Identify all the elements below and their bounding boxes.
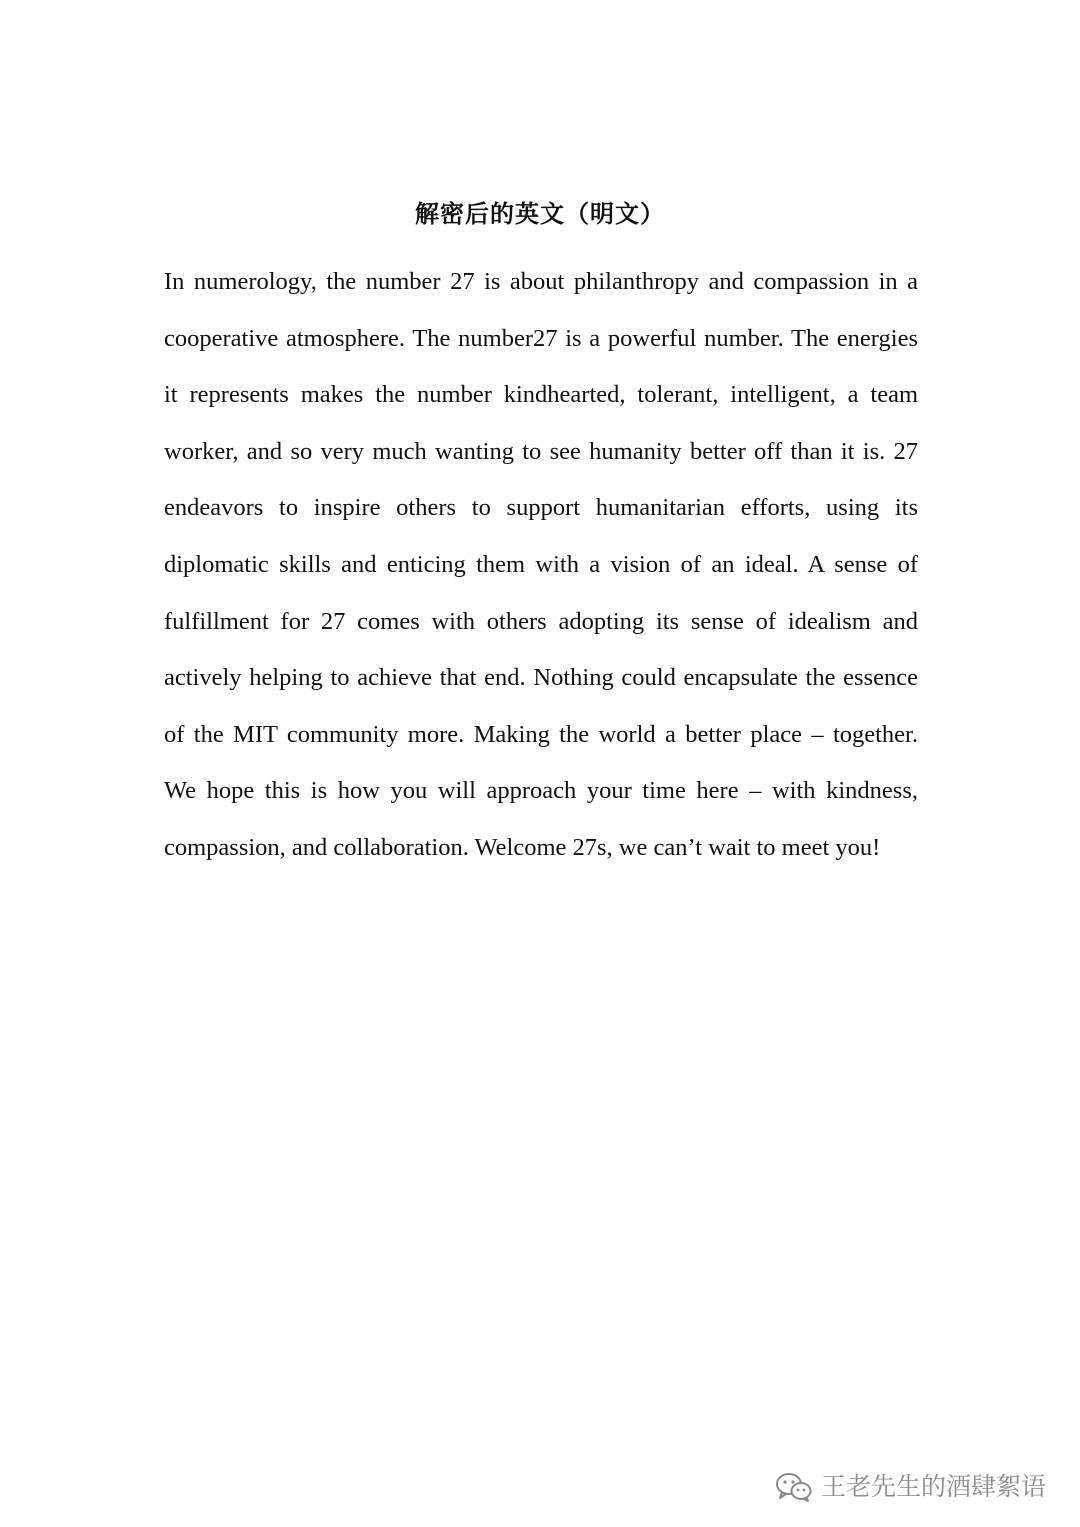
- body-line: worker, and so very much wanting to see humanity better off than it is. 27: [164, 437, 918, 465]
- body-line: fulfillment for 27 comes with others adopting its sense of idealism and: [164, 607, 918, 635]
- body-line: endeavors to inspire others to support humanitarian efforts, using its: [164, 494, 918, 522]
- watermark: [775, 1469, 1046, 1505]
- wechat-icon: [775, 1471, 813, 1503]
- body-line: cooperative atmosphere. The number27 is a powerful number. The energies: [164, 324, 918, 352]
- body-line-last: compassion, and collaboration. Welcome 27s, we can’t wait to meet you!: [164, 833, 881, 861]
- body-line: it represents makes the number kindhearted, tolerant, intelligent, a team: [164, 381, 918, 409]
- document-title: 解密后的英文（明文）: [415, 200, 665, 228]
- watermark-text: 王老先生的酒肆絮语: [820, 1472, 1046, 1501]
- body-line: We hope this is how you will approach your time here – with kindness,: [164, 777, 918, 805]
- body-line: In numerology, the number 27 is about philanthropy and compassion in a: [164, 268, 918, 295]
- body-line: of the MIT community more. Making the world a better place – together.: [164, 720, 918, 748]
- body-line: diplomatic skills and enticing them with a vision of an ideal. A sense of: [164, 550, 918, 578]
- document-body: [164, 254, 918, 877]
- body-line: actively helping to achieve that end. Nothing could encapsulate the essence: [164, 664, 918, 692]
